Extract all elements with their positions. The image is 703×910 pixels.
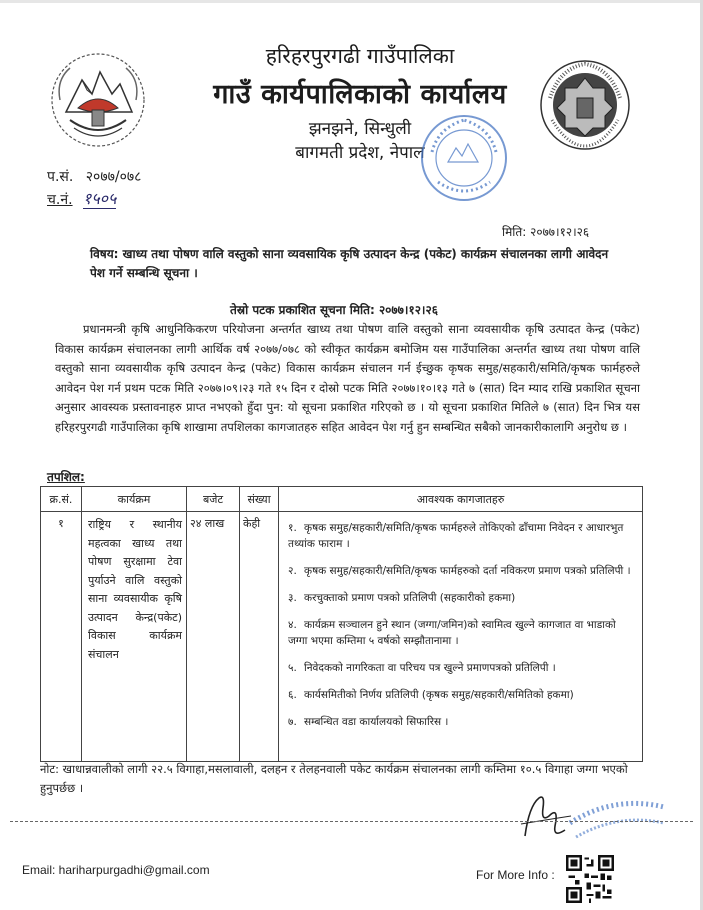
- row-serial: १: [41, 512, 82, 762]
- municipality-name: हरिहरपुरगढी गाउँपालिका: [265, 44, 455, 68]
- blue-office-stamp-icon: [418, 112, 510, 204]
- list-item: ७. सम्बन्धित वडा कार्यालयको सिफारिस ।: [288, 716, 449, 728]
- notice-body: प्रधानमन्त्री कृषि आधुनिकिकरण परियोजना अन्तर्गत खाध्य तथा पोषण वालि वस्तुको साना व्यवसायीक कृषि उत्पादत केन्द्र (पकेट) विकास कार्यक्रम संचालनका लागी आर्थिक वर्ष २०७७/०७८ को स्वीकृत कार्यक्रम बमोजिम यस गाउँपालिका अन्तर्गत खाध्य तथा पोषण वालि वस्तुको साना व्यवसायीक कृषि उत्पादन केन्द्र (पकेट) विकास कार्यक्रम संचालन गर्न ईच्छुक कृषक समुह/सहकारी/समिति/कृषक फार्महरुले आवेदन पेश गर्न प्रथम पटक मिति २०७७।०९।२३ गते १५ दिन र दोस्रो पटक मिति २०७७।१०।१३ गते ७ (सात) दिन म्याद राखि प्रकाशित सूचना अनुसार आवस्यक प्रस्तावनाहरु प्राप्त नभएको हुँदा पुन: यो सूचना प्रकाशित गरिएको छ । यो सूचना प्रकाशित मितिले ७ (सात) दिन भित्र यस हरिहरपुरगढी गाउँपालिका कृषि शाखामा तपशिलका कागजातहरु सहित आवेदन पेश गर्नु हुन सम्बन्धित सबैको जानकारीकालागि अनुरोध छ ।: [55, 322, 640, 434]
- row-program: राष्ट्रिय र स्थानीय महत्वका खाध्य तथा पोषण सुरक्षामा टेवा पुर्याउने वालि वस्तुको साना व्यवसायीक कृषि उत्पादन केन्द्र(पकेट) विकास कार्यक्रम संचालन: [82, 512, 187, 762]
- ref-cn-value: १५०५: [83, 189, 117, 208]
- office-province: बागमती प्रदेश, नेपाल: [295, 143, 425, 163]
- qr-code-icon[interactable]: [566, 855, 614, 903]
- note-text: नोट: खाधान्नवालीको लागी २२.५ विगाहा,मसलावाली, दलहन र तेलहनवाली पकेट कार्यक्रम संचालनका लागी कम्तिमा १०.५ विगाहा जग्गा भएको हुनुपर्छछ ।: [40, 762, 628, 795]
- header-documents: आवश्यक कागजातहरु: [279, 487, 643, 512]
- list-item: ५. निवेदकको नागरिकता वा परिचय पत्र खुल्ने प्रमाणपत्रको प्रतिलिपी ।: [288, 662, 556, 674]
- dispatch-number: [47, 187, 116, 209]
- list-item: १. कृषक समुह/सहकारी/समिति/कृषक फार्महरुले तोकिएको ढाँचामा निवेदन र आधारभुत तथ्यांक फाराम ।: [288, 522, 624, 550]
- table-header-row: [41, 487, 643, 512]
- row-budget: २४ लाख: [187, 512, 240, 762]
- requirements-table: [40, 486, 643, 762]
- office-title: गाउँ कार्यपालिकाको कार्यालय: [213, 79, 507, 110]
- list-item: ६. कार्यसमितीको निर्णय प्रतिलिपी (कृषक समुह/सहकारी/समितिको हकमा): [288, 689, 574, 701]
- nepal-emblem-icon: [48, 50, 148, 150]
- header-budget: बजेट: [187, 487, 240, 512]
- list-item: ४. कार्यक्रम सञ्चालन हुने स्थान (जग्गा/जमिन)को स्वामित्व खुल्ने कागजात वा भाडाको जग्गा भएमा कम्तिमा ५ वर्षको सम्झौतानामा ।: [288, 619, 616, 647]
- header-program: कार्यक्रम: [82, 487, 187, 512]
- details-heading: तपशिल:: [47, 470, 85, 484]
- reference-number: [47, 167, 141, 186]
- ref-ps-value: २०७७/०७८: [85, 169, 142, 185]
- header-count: संख्या: [240, 487, 279, 512]
- office-address: झनझने, सिन्धुली: [308, 119, 412, 139]
- list-item: २. कृषक समुह/सहकारी/समिति/कृषक फार्महरुको दर्ता नविकरण प्रमाण पत्रको प्रतिलिपी ।: [288, 565, 631, 577]
- notice-date: मिति: २०७७।१२।२६: [502, 225, 590, 239]
- republished-date: तेस्रो पटक प्रकाशित सूचना मिति: २०७७।१२।२६: [230, 303, 438, 317]
- ref-cn-label: च.नं.: [47, 192, 73, 208]
- list-item: ३. करचुक्ताको प्रमाण पत्रको प्रतिलिपी (सहकारीको हकमा): [288, 592, 516, 604]
- municipality-seal-icon: [538, 58, 632, 152]
- row-count: केही: [240, 512, 279, 762]
- notice-subject: विषय: खाध्य तथा पोषण वालि वस्तुको साना व्यवसायिक कृषि उत्पादन केन्द्र (पकेट) कार्यक्रम संचालनका लागी आवेदन पेश गर्ने सम्बन्धि सूचना ।: [90, 247, 609, 280]
- header-serial: क्र.सं.: [41, 487, 82, 512]
- footer-email[interactable]: Email: hariharpurgadhi@gmail.com: [22, 863, 210, 877]
- page-top-edge: [0, 0, 703, 3]
- ref-ps-label: प.सं.: [47, 169, 74, 185]
- table-row: [41, 512, 643, 762]
- documents-list: [280, 513, 641, 730]
- row-documents: [279, 512, 643, 762]
- footer-divider: [10, 821, 693, 822]
- bottom-office-stamp-icon: [564, 793, 670, 843]
- footer-more-info: For More Info :: [476, 868, 555, 882]
